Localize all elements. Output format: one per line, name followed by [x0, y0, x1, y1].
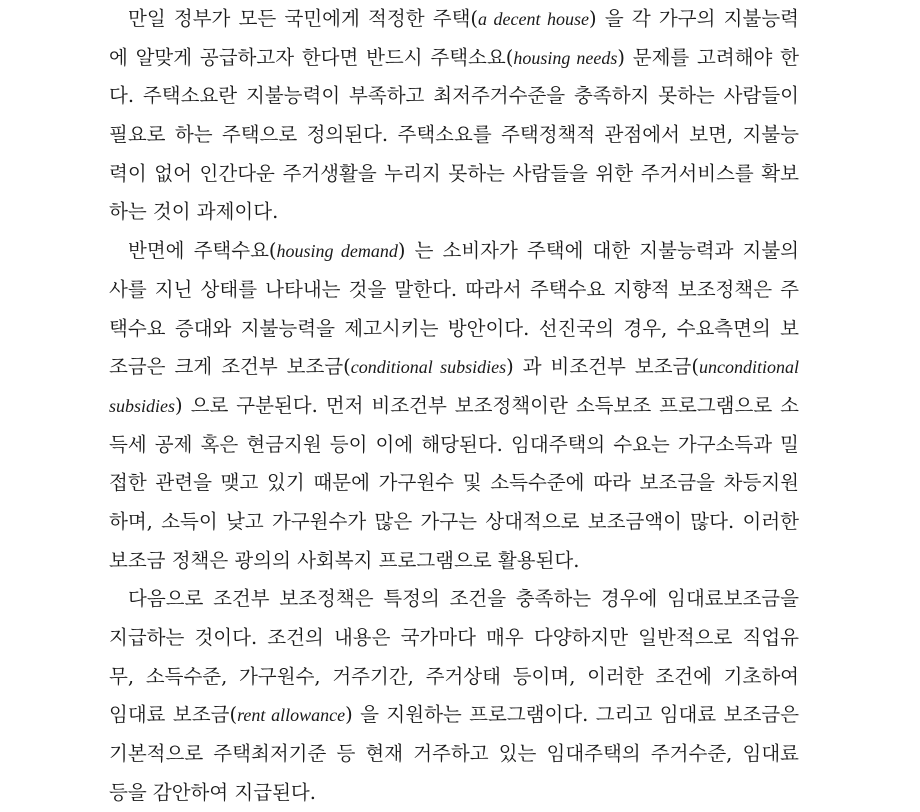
text-line: 득세 공제 혹은 현금지원 등이 이에 해당된다. 임대주택의 수요는 가구소득과 밀 [109, 432, 799, 456]
text-line: 지급하는 것이다. 조건의 내용은 국가마다 매우 다양하지만 일반적으로 직업유 [109, 626, 799, 649]
text-line: 하는 것이 과제이다. [109, 200, 279, 224]
text-line: 필요로 하는 주택으로 정의된다. 주택소요를 주택정책적 관점에서 보면, 지불능 [109, 123, 799, 147]
text-line: 등을 감안하여 지급된다. [109, 780, 316, 804]
document-body [109, 0, 799, 812]
text-line: 접한 관련을 맺고 있기 때문에 가구원수 및 소득수준에 따라 보조금을 차등지원 [109, 471, 799, 495]
text-line: 만일 정부가 모든 국민에게 적정한 주택(a decent house) 을 각 가구의 지불능력 [128, 7, 799, 30]
text-line: 다음으로 조건부 보조정책은 특정의 조건을 충족하는 경우에 임대료보조금을 [128, 587, 799, 611]
text-line: 반면에 주택수요(housing demand) 는 소비자가 주택에 대한 지불능력과 지불의 [128, 239, 799, 263]
text-line: 택수요 증대와 지불능력을 제고시키는 방안이다. 선진국의 경우, 수요측면의 보 [109, 316, 799, 340]
paragraph-conditional-subsidy [109, 580, 799, 812]
text-line: 력이 없어 인간다운 주거생활을 누리지 못하는 사람들을 위한 주거서비스를 확보 [109, 161, 799, 185]
text-line: 다. 주택소요란 지불능력이 부족하고 최저주거수준을 충족하지 못하는 사람들이 [109, 84, 799, 108]
paragraph-housing-demand [109, 232, 799, 580]
text-line: 무, 소득수준, 가구원수, 거주기간, 주거상태 등이며, 이러한 조건에 기초하여 [109, 664, 799, 688]
text-line: 조금은 크게 조건부 보조금(conditional subsidies) 과 비조건부 보조금(unconditional [109, 355, 799, 379]
text-line: 사를 지닌 상태를 나타내는 것을 말한다. 따라서 주택수요 지향적 보조정책은 주 [109, 277, 799, 301]
paragraph-housing-needs [109, 0, 799, 232]
text-line: 임대료 보조금(rent allowance) 을 지원하는 프로그램이다. 그리고 임대료 보조금은 [109, 703, 799, 727]
text-line: 보조금 정책은 광의의 사회복지 프로그램으로 활용된다. [109, 548, 580, 572]
text-line: subsidies) 으로 구분된다. 먼저 비조건부 보조정책이란 소득보조 프로그램으로 소 [109, 393, 799, 417]
text-line: 에 알맞게 공급하고자 한다면 반드시 주택소요(housing needs) 문제를 고려해야 한 [109, 45, 799, 69]
text-line: 기본적으로 주택최저기준 등 현재 거주하고 있는 임대주택의 주거수준, 임대료 [109, 742, 799, 766]
text-line: 하며, 소득이 낮고 가구원수가 많은 가구는 상대적으로 보조금액이 많다. 이러한 [109, 509, 799, 533]
